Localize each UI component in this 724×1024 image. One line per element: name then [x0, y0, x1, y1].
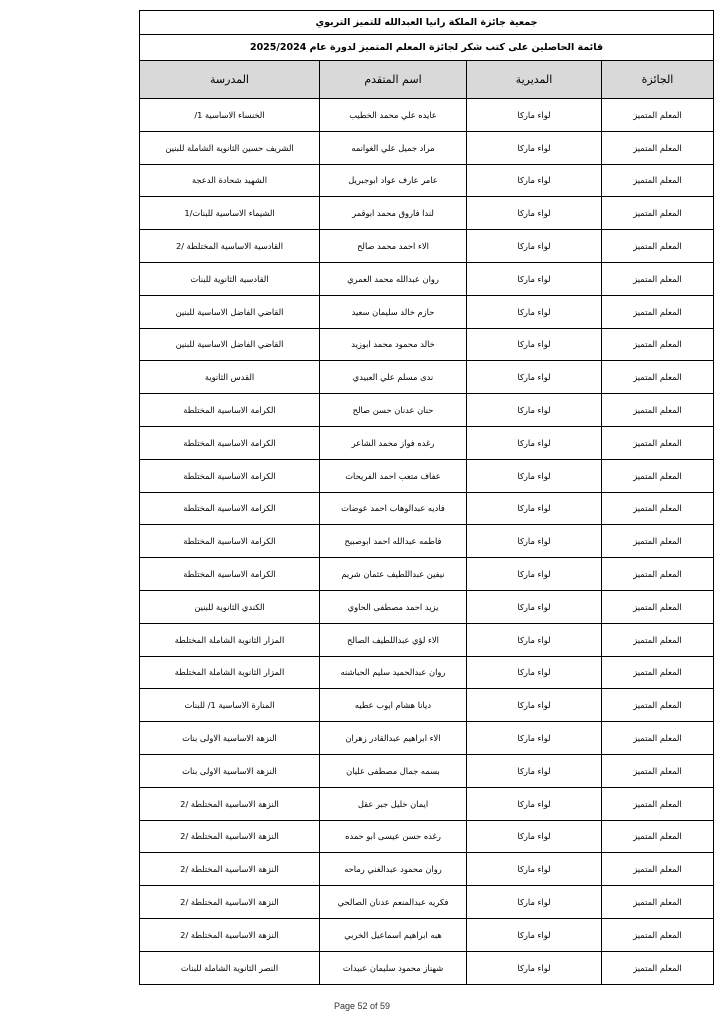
- directorate-cell: لواء ماركا: [467, 426, 602, 459]
- applicant-name-cell: ندى مسلم علي العبيدي: [320, 361, 467, 394]
- directorate-cell: لواء ماركا: [467, 328, 602, 361]
- applicant-name-cell: عفاف متعب احمد الفريحات: [320, 459, 467, 492]
- award-cell: المعلم المتميز: [602, 426, 714, 459]
- table-row: [140, 131, 714, 164]
- award-cell: المعلم المتميز: [602, 820, 714, 853]
- header-award: الجائزة: [602, 61, 714, 99]
- school-cell: القادسية الثانوية للبنات: [140, 262, 320, 295]
- applicant-name-cell: ديانا هشام ايوب عطيه: [320, 689, 467, 722]
- school-cell: الخنساء الاساسية 1/: [140, 99, 320, 132]
- directorate-cell: لواء ماركا: [467, 525, 602, 558]
- table-row: [140, 328, 714, 361]
- school-cell: الشريف حسين الثانوية الشاملة للبنين: [140, 131, 320, 164]
- applicant-name-cell: رغده حسن عيسى ابو حمده: [320, 820, 467, 853]
- table-row: [140, 361, 714, 394]
- header-directorate: المديرية: [467, 61, 602, 99]
- table-row: [140, 197, 714, 230]
- directorate-cell: لواء ماركا: [467, 754, 602, 787]
- applicant-name-cell: نيفين عبداللطيف عثمان شريم: [320, 558, 467, 591]
- award-cell: المعلم المتميز: [602, 197, 714, 230]
- applicant-name-cell: فاديه عبدالوهاب احمد عوضات: [320, 492, 467, 525]
- table-row: [140, 951, 714, 984]
- school-cell: النزهة الاساسية المختلطة /2: [140, 820, 320, 853]
- award-cell: المعلم المتميز: [602, 754, 714, 787]
- award-cell: المعلم المتميز: [602, 99, 714, 132]
- school-cell: المزار الثانوية الشاملة المختلطة: [140, 656, 320, 689]
- page-number: Page 52 of 59: [333, 1001, 391, 1011]
- school-cell: القادسية الاساسية المختلطة /2: [140, 230, 320, 263]
- table-row: [140, 853, 714, 886]
- school-cell: النزهة الاساسية المختلطة /2: [140, 918, 320, 951]
- directorate-cell: لواء ماركا: [467, 492, 602, 525]
- table-row: [140, 525, 714, 558]
- table-row: [140, 459, 714, 492]
- award-cell: المعلم المتميز: [602, 131, 714, 164]
- award-cell: المعلم المتميز: [602, 689, 714, 722]
- applicant-name-cell: الاء لؤي عبداللطيف الصالح: [320, 623, 467, 656]
- applicant-name-cell: الاء احمد محمد صالح: [320, 230, 467, 263]
- award-cell: المعلم المتميز: [602, 623, 714, 656]
- table-row: [140, 722, 714, 755]
- table-row: [140, 99, 714, 132]
- applicant-name-cell: حازم خالد سليمان سعيد: [320, 295, 467, 328]
- table-row: [140, 787, 714, 820]
- table-row: [140, 492, 714, 525]
- award-cell: المعلم المتميز: [602, 164, 714, 197]
- applicant-name-cell: خالد محمود محمد ابوزيد: [320, 328, 467, 361]
- directorate-cell: لواء ماركا: [467, 230, 602, 263]
- applicant-name-cell: عايده علي محمد الخطيب: [320, 99, 467, 132]
- directorate-cell: لواء ماركا: [467, 131, 602, 164]
- school-cell: الكرامة الاساسية المختلطة: [140, 394, 320, 427]
- applicant-name-cell: الاء ابراهيم عبدالقادر زهران: [320, 722, 467, 755]
- table-row: [140, 656, 714, 689]
- school-cell: الكرامة الاساسية المختلطة: [140, 492, 320, 525]
- award-cell: المعلم المتميز: [602, 394, 714, 427]
- table-row: [140, 590, 714, 623]
- award-cell: المعلم المتميز: [602, 230, 714, 263]
- school-cell: القدس الثانوية: [140, 361, 320, 394]
- award-cell: المعلم المتميز: [602, 722, 714, 755]
- award-cell: المعلم المتميز: [602, 853, 714, 886]
- directorate-cell: لواء ماركا: [467, 820, 602, 853]
- award-cell: المعلم المتميز: [602, 492, 714, 525]
- directorate-cell: لواء ماركا: [467, 361, 602, 394]
- applicant-name-cell: هبه ابراهيم اسماعيل الخربي: [320, 918, 467, 951]
- directorate-cell: لواء ماركا: [467, 918, 602, 951]
- award-cell: المعلم المتميز: [602, 525, 714, 558]
- directorate-cell: لواء ماركا: [467, 886, 602, 919]
- applicant-name-cell: شهناز محمود سليمان عبيدات: [320, 951, 467, 984]
- award-cell: المعلم المتميز: [602, 361, 714, 394]
- school-cell: القاضي الفاضل الاساسية للبنين: [140, 328, 320, 361]
- school-cell: الكرامة الاساسية المختلطة: [140, 459, 320, 492]
- school-cell: الشيماء الاساسية للبنات/1: [140, 197, 320, 230]
- table-row: [140, 918, 714, 951]
- applicant-name-cell: عامر عارف عواد ابوجبريل: [320, 164, 467, 197]
- school-cell: المنارة الاساسية 1/ للبنات: [140, 689, 320, 722]
- award-cell: المعلم المتميز: [602, 459, 714, 492]
- applicant-name-cell: ايمان خليل جبر عقل: [320, 787, 467, 820]
- document-title: جمعية جائزة الملكة رانيا العبدالله للتميز التربوي: [140, 11, 714, 35]
- school-cell: الكندي الثانوية للبنين: [140, 590, 320, 623]
- table-row: [140, 230, 714, 263]
- directorate-cell: لواء ماركا: [467, 590, 602, 623]
- award-cell: المعلم المتميز: [602, 590, 714, 623]
- school-cell: القاضي الفاضل الاساسية للبنين: [140, 295, 320, 328]
- applicant-name-cell: لندا فاروق محمد ابوقمر: [320, 197, 467, 230]
- applicant-name-cell: روان محمود عبدالغني رماحه: [320, 853, 467, 886]
- school-cell: النزهة الاساسية المختلطة /2: [140, 787, 320, 820]
- applicant-name-cell: بسمه جمال مصطفى عليان: [320, 754, 467, 787]
- award-cell: المعلم المتميز: [602, 295, 714, 328]
- applicant-name-cell: رغده فواز محمد الشاعر: [320, 426, 467, 459]
- directorate-cell: لواء ماركا: [467, 558, 602, 591]
- table-row: [140, 754, 714, 787]
- award-cell: المعلم المتميز: [602, 918, 714, 951]
- directorate-cell: لواء ماركا: [467, 197, 602, 230]
- school-cell: المزار الثانوية الشاملة المختلطة: [140, 623, 320, 656]
- directorate-cell: لواء ماركا: [467, 853, 602, 886]
- table-row: [140, 164, 714, 197]
- table-row: [140, 886, 714, 919]
- directorate-cell: لواء ماركا: [467, 951, 602, 984]
- award-cell: المعلم المتميز: [602, 328, 714, 361]
- directorate-cell: لواء ماركا: [467, 656, 602, 689]
- table-header-row: [140, 61, 714, 99]
- award-cell: المعلم المتميز: [602, 787, 714, 820]
- directorate-cell: لواء ماركا: [467, 459, 602, 492]
- table-row: [140, 689, 714, 722]
- school-cell: الكرامة الاساسية المختلطة: [140, 525, 320, 558]
- header-school: المدرسة: [140, 61, 320, 99]
- school-cell: النصر الثانوية الشاملة للبنات: [140, 951, 320, 984]
- applicant-name-cell: روان عبدالحميد سليم الحباشنه: [320, 656, 467, 689]
- directorate-cell: لواء ماركا: [467, 623, 602, 656]
- directorate-cell: لواء ماركا: [467, 164, 602, 197]
- directorate-cell: لواء ماركا: [467, 295, 602, 328]
- table-row: [140, 623, 714, 656]
- applicant-name-cell: مراد جميل علي الغوانمه: [320, 131, 467, 164]
- table-row: [140, 558, 714, 591]
- school-cell: الكرامة الاساسية المختلطة: [140, 558, 320, 591]
- school-cell: الشهيد شحادة الدعجة: [140, 164, 320, 197]
- directorate-cell: لواء ماركا: [467, 689, 602, 722]
- directorate-cell: لواء ماركا: [467, 722, 602, 755]
- school-cell: الكرامة الاساسية المختلطة: [140, 426, 320, 459]
- directorate-cell: لواء ماركا: [467, 99, 602, 132]
- directorate-cell: لواء ماركا: [467, 262, 602, 295]
- school-cell: النزهة الاساسية المختلطة /2: [140, 853, 320, 886]
- applicant-name-cell: روان عبدالله محمد العمري: [320, 262, 467, 295]
- document-subtitle: قائمة الحاصلين على كتب شكر لجائزة المعلم المتميز لدورة عام 2025/2024: [140, 35, 714, 61]
- header-applicant-name: اسم المتقدم: [320, 61, 467, 99]
- applicant-name-cell: فكريه عبدالمنعم عدنان الصالحي: [320, 886, 467, 919]
- applicant-name-cell: فاطمه عبدالله احمد ابوصبيح: [320, 525, 467, 558]
- award-cell: المعلم المتميز: [602, 558, 714, 591]
- directorate-cell: لواء ماركا: [467, 787, 602, 820]
- award-cell: المعلم المتميز: [602, 262, 714, 295]
- school-cell: النزهة الاساسية المختلطة /2: [140, 886, 320, 919]
- table-row: [140, 820, 714, 853]
- applicant-name-cell: يزيد احمد مصطفى الحاوي: [320, 590, 467, 623]
- directorate-cell: لواء ماركا: [467, 394, 602, 427]
- awards-table: [139, 10, 714, 985]
- award-cell: المعلم المتميز: [602, 951, 714, 984]
- award-cell: المعلم المتميز: [602, 656, 714, 689]
- table-row: [140, 295, 714, 328]
- applicant-name-cell: حنان عدنان حسن صالح: [320, 394, 467, 427]
- award-cell: المعلم المتميز: [602, 886, 714, 919]
- school-cell: النزهة الاساسية الاولى بنات: [140, 754, 320, 787]
- table-row: [140, 426, 714, 459]
- table-row: [140, 394, 714, 427]
- table-row: [140, 262, 714, 295]
- school-cell: النزهة الاساسية الاولى بنات: [140, 722, 320, 755]
